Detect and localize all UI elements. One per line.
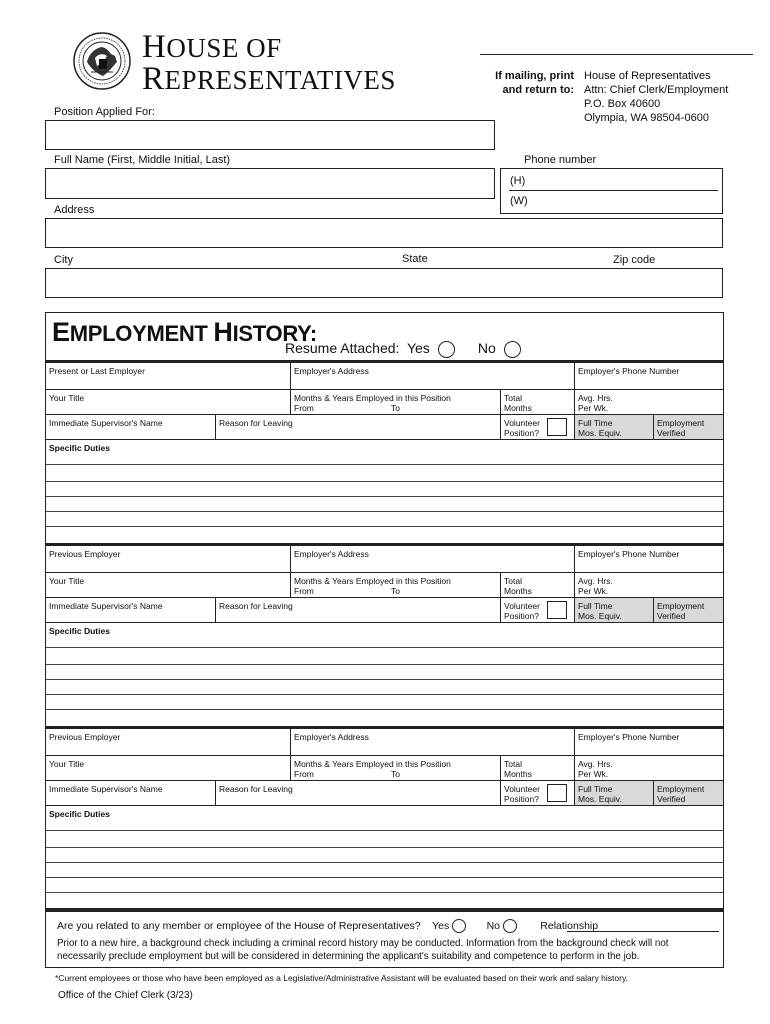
related-no-label: No xyxy=(486,919,501,932)
volunteer-line: Volunteer xyxy=(504,601,540,611)
fulltime-line: Full Time xyxy=(578,601,613,611)
mailing-rule xyxy=(480,54,753,55)
cell-divider xyxy=(500,415,501,439)
cell-divider xyxy=(574,573,575,597)
avg-hours xyxy=(578,759,613,779)
address-line: Attn: Chief Clerk/Employment xyxy=(584,84,729,96)
employer-address-label: Employer's Address xyxy=(294,732,369,742)
cell-divider xyxy=(574,363,575,389)
months-employed xyxy=(294,576,451,596)
from-to-row xyxy=(294,586,451,596)
volunteer-line: Volunteer xyxy=(504,418,540,428)
resume-no-radio[interactable] xyxy=(504,341,521,358)
position-input[interactable] xyxy=(45,120,495,150)
cell-divider xyxy=(574,756,575,780)
city-state-zip-input[interactable] xyxy=(45,268,723,298)
cell-divider xyxy=(290,573,291,597)
volunteer-line: Position? xyxy=(504,611,539,621)
cell-divider xyxy=(290,363,291,389)
months-label: Months & Years Employed in this Position xyxy=(294,576,451,586)
to-label: To xyxy=(391,769,400,779)
from-label: From xyxy=(294,769,314,779)
cell-divider xyxy=(500,598,501,622)
volunteer-checkbox[interactable] xyxy=(547,601,567,619)
volunteer-checkbox[interactable] xyxy=(547,418,567,436)
fulltime-line: Mos. Equiv. xyxy=(578,794,622,804)
verified-line: Verified xyxy=(657,794,686,804)
volunteer-line: Position? xyxy=(504,428,539,438)
fulltime-line: Full Time xyxy=(578,784,613,794)
employer-label: Previous Employer xyxy=(49,549,121,559)
resume-yes-radio[interactable] xyxy=(438,341,455,358)
agency-title-line2 xyxy=(142,61,396,97)
verified-line: Employment xyxy=(657,784,705,794)
duties-area[interactable] xyxy=(46,439,723,543)
supervisor-row xyxy=(46,597,723,622)
full-name-input[interactable] xyxy=(45,168,495,199)
cell-divider xyxy=(574,729,575,755)
duties-area[interactable] xyxy=(46,622,723,726)
title-part: R xyxy=(142,61,165,97)
specific-duties-label: Specific Duties xyxy=(49,626,110,636)
background-line: necessarily preclude employment but will be considered in determining the applicant's suitability and competence to perform in the job. xyxy=(57,951,640,962)
cell-divider xyxy=(215,781,216,805)
cell-divider xyxy=(290,756,291,780)
to-label: To xyxy=(391,586,400,596)
employment-verified xyxy=(657,784,704,804)
duty-line[interactable] xyxy=(46,830,723,831)
avg-hours xyxy=(578,393,613,413)
heading-part: MPLOYMENT xyxy=(69,321,214,346)
total-months xyxy=(504,759,532,779)
verified-line: Employment xyxy=(657,601,705,611)
fulltime-line: Mos. Equiv. xyxy=(578,611,622,621)
cell-divider xyxy=(215,415,216,439)
relationship-label: Relationship xyxy=(540,919,599,932)
verified-line: Employment xyxy=(657,418,705,428)
footer-note: *Current employees or those who have been employed as a Legislative/Administrative Assistant will be evaluated based on their work and salary history. xyxy=(55,973,628,983)
duty-line[interactable] xyxy=(46,862,723,863)
from-label: From xyxy=(294,403,314,413)
fulltime-line: Full Time xyxy=(578,418,613,428)
supervisor-row xyxy=(46,780,723,805)
cell-divider xyxy=(500,573,501,597)
duties-area[interactable] xyxy=(46,805,723,909)
mailing-label-2: and return to: xyxy=(502,84,574,96)
address-line: Olympia, WA 98504-0600 xyxy=(584,112,709,124)
employer-phone-label: Employer's Phone Number xyxy=(578,732,680,742)
supervisor-label: Immediate Supervisor's Name xyxy=(49,784,163,794)
cell-divider xyxy=(215,598,216,622)
address-line: P.O. Box 40600 xyxy=(584,98,661,110)
mailing-label-1: If mailing, print xyxy=(495,70,574,82)
address-input[interactable] xyxy=(45,218,723,248)
cell-divider xyxy=(290,390,291,414)
supervisor-label: Immediate Supervisor's Name xyxy=(49,601,163,611)
duty-line[interactable] xyxy=(46,481,723,482)
duty-line[interactable] xyxy=(46,847,723,848)
to-label: To xyxy=(391,403,400,413)
employment-heading xyxy=(52,317,317,348)
related-question-row xyxy=(57,919,598,933)
cell-divider xyxy=(290,546,291,572)
cell-divider xyxy=(500,390,501,414)
total-line: Months xyxy=(504,769,532,779)
reason-leaving-label: Reason for Leaving xyxy=(219,418,293,428)
resume-attached xyxy=(285,340,521,358)
employment-history-section xyxy=(45,312,724,909)
footer-office: Office of the Chief Clerk (3/23) xyxy=(58,990,193,1001)
volunteer-line: Position? xyxy=(504,794,539,804)
duty-line[interactable] xyxy=(46,679,723,680)
zip-label: Zip code xyxy=(613,254,656,266)
fulltime-equiv xyxy=(578,784,622,804)
reason-leaving-label: Reason for Leaving xyxy=(219,784,293,794)
mailing-label xyxy=(470,69,574,97)
specific-duties-label: Specific Duties xyxy=(49,443,110,453)
supervisor-row xyxy=(46,414,723,439)
volunteer-line: Volunteer xyxy=(504,784,540,794)
city-label: City xyxy=(54,254,73,266)
employer-address-label: Employer's Address xyxy=(294,366,369,376)
total-line: Months xyxy=(504,586,532,596)
total-months xyxy=(504,576,532,596)
address-label: Address xyxy=(54,204,95,216)
duty-line[interactable] xyxy=(46,694,723,695)
your-title-label: Your Title xyxy=(49,759,85,769)
title-part: OUSE OF xyxy=(166,33,282,63)
from-to-row xyxy=(294,403,451,413)
fulltime-line: Mos. Equiv. xyxy=(578,428,622,438)
avg-line: Per Wk. xyxy=(578,403,609,413)
title-row xyxy=(46,389,723,414)
mailing-address xyxy=(584,69,728,125)
duty-line[interactable] xyxy=(46,664,723,665)
duty-line[interactable] xyxy=(46,877,723,878)
employer-phone-label: Employer's Phone Number xyxy=(578,549,680,559)
avg-line: Avg. Hrs. xyxy=(578,576,613,586)
avg-line: Avg. Hrs. xyxy=(578,393,613,403)
position-label: Position Applied For: xyxy=(54,106,155,118)
phone-label: Phone number xyxy=(524,154,597,166)
employer-label: Present or Last Employer xyxy=(49,366,145,376)
verified-line: Verified xyxy=(657,611,686,621)
duty-line[interactable] xyxy=(46,464,723,465)
resume-yes-label: Yes xyxy=(406,340,430,356)
state-label: State xyxy=(402,253,428,265)
agency-title-line1 xyxy=(142,29,282,65)
avg-line: Per Wk. xyxy=(578,586,609,596)
address-line: House of Representatives xyxy=(584,70,711,82)
volunteer-position xyxy=(504,784,540,804)
employer-phone-label: Employer's Phone Number xyxy=(578,366,680,376)
title-part: EPRESENTATIVES xyxy=(164,65,396,95)
cell-divider xyxy=(290,729,291,755)
employment-verified xyxy=(657,418,704,438)
related-section xyxy=(45,909,724,968)
avg-line: Per Wk. xyxy=(578,769,609,779)
months-label: Months & Years Employed in this Position xyxy=(294,393,451,403)
from-label: From xyxy=(294,586,314,596)
heading-cap: E xyxy=(52,317,70,347)
background-check-text xyxy=(57,937,669,963)
employer-label: Previous Employer xyxy=(49,732,121,742)
employment-block xyxy=(46,360,723,543)
avg-line: Avg. Hrs. xyxy=(578,759,613,769)
avg-hours xyxy=(578,576,613,596)
your-title-label: Your Title xyxy=(49,393,85,403)
fulltime-equiv xyxy=(578,601,622,621)
related-yes-radio[interactable] xyxy=(452,919,466,933)
duty-line[interactable] xyxy=(46,647,723,648)
employment-block xyxy=(46,726,723,909)
phone-home-label: (H) xyxy=(510,175,526,187)
cell-divider xyxy=(574,546,575,572)
volunteer-position xyxy=(504,601,540,621)
relationship-input[interactable] xyxy=(567,931,719,932)
employer-row xyxy=(46,729,723,755)
total-line: Months xyxy=(504,403,532,413)
employment-block xyxy=(46,543,723,726)
verified-line: Verified xyxy=(657,428,686,438)
months-employed xyxy=(294,393,451,413)
phone-box xyxy=(500,168,723,214)
heading-part: ISTORY: xyxy=(232,321,317,346)
total-line: Total xyxy=(504,576,522,586)
specific-duties-label: Specific Duties xyxy=(49,809,110,819)
months-label: Months & Years Employed in this Position xyxy=(294,759,451,769)
duty-line[interactable] xyxy=(46,496,723,497)
phone-work-label: (W) xyxy=(510,195,528,207)
total-line: Total xyxy=(504,759,522,769)
duty-line[interactable] xyxy=(46,526,723,527)
volunteer-position xyxy=(504,418,540,438)
supervisor-label: Immediate Supervisor's Name xyxy=(49,418,163,428)
title-row xyxy=(46,572,723,597)
state-seal-logo xyxy=(73,32,131,90)
total-months xyxy=(504,393,532,413)
reason-leaving-label: Reason for Leaving xyxy=(219,601,293,611)
cell-divider xyxy=(500,781,501,805)
employer-row xyxy=(46,363,723,389)
your-title-label: Your Title xyxy=(49,576,85,586)
cell-divider xyxy=(574,390,575,414)
related-no-radio[interactable] xyxy=(503,919,517,933)
total-line: Total xyxy=(504,393,522,403)
title-row xyxy=(46,755,723,780)
resume-label: Resume Attached: xyxy=(285,340,400,356)
fulltime-equiv xyxy=(578,418,622,438)
duty-line[interactable] xyxy=(46,511,723,512)
employer-row xyxy=(46,546,723,572)
volunteer-checkbox[interactable] xyxy=(547,784,567,802)
duty-line[interactable] xyxy=(46,709,723,710)
title-part: H xyxy=(142,29,167,65)
background-line: Prior to a new hire, a background check including a criminal record history may be conducted. Information from the background check will not xyxy=(57,938,669,949)
full-name-label: Full Name (First, Middle Initial, Last) xyxy=(54,154,231,166)
heading-cap: H xyxy=(213,317,233,347)
employer-address-label: Employer's Address xyxy=(294,549,369,559)
employment-verified xyxy=(657,601,704,621)
resume-no-label: No xyxy=(477,340,496,356)
from-to-row xyxy=(294,769,451,779)
related-yes-label: Yes xyxy=(432,919,450,932)
duty-line[interactable] xyxy=(46,892,723,893)
cell-divider xyxy=(500,756,501,780)
phone-home-line[interactable] xyxy=(509,190,718,191)
related-question: Are you related to any member or employee of the House of Representatives? xyxy=(57,919,421,932)
months-employed xyxy=(294,759,451,779)
